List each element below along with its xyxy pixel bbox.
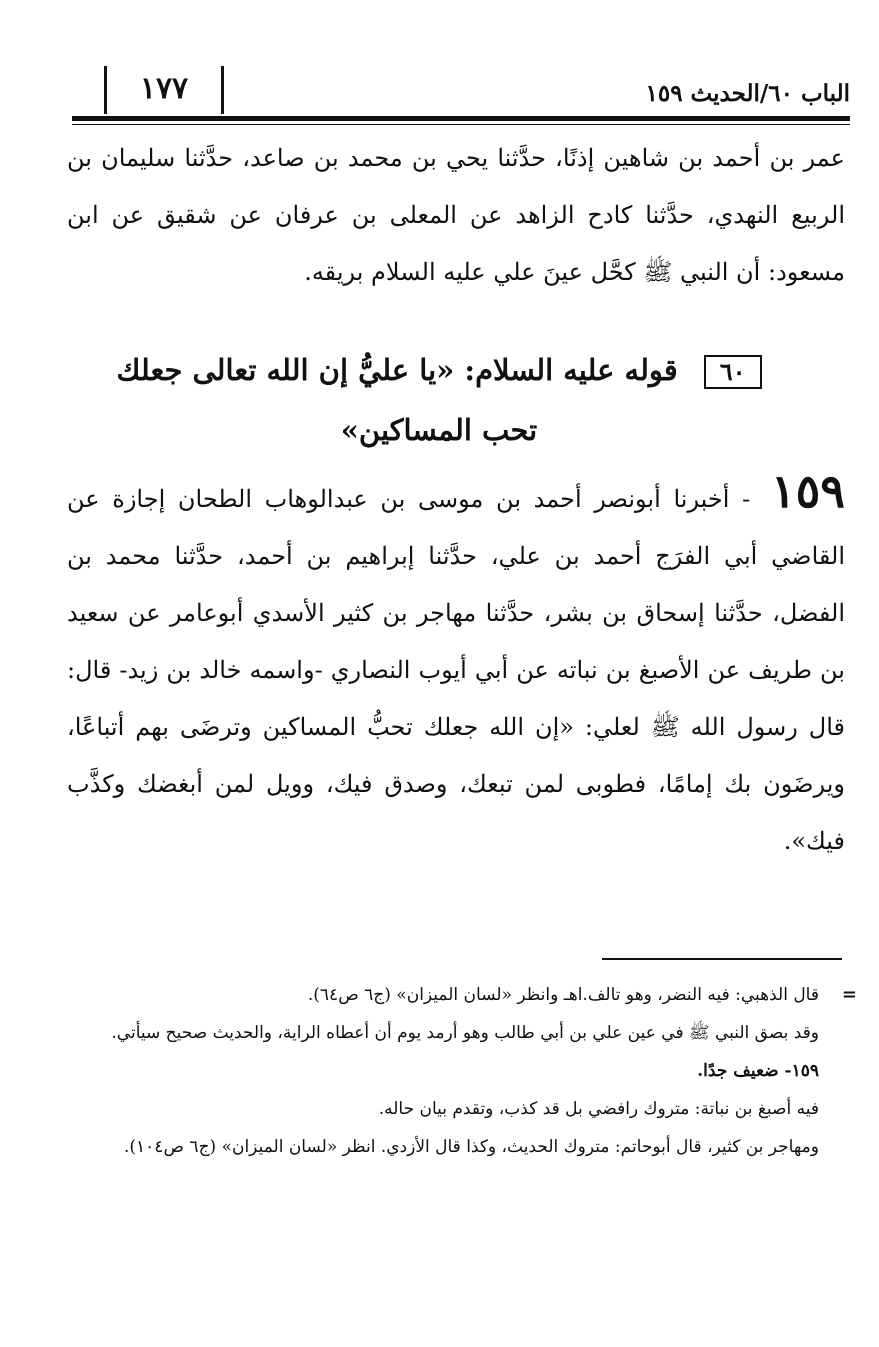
hadith-text: - أخبرنا أبونصر أحمد بن موسى بن عبدالوهاب الطحان إجازة عن القاضي أبي الفرَج أحمد بن علي، حدَّثنا إبراهيم بن أحمد، حدَّثنا محمد بن الفضل، حدَّثنا إسحاق بن بشر، حدَّثنا مهاجر بن كثير الأسدي أبوعامر عن سعيد بن طريف عن الأصبغ بن نباته عن أبي أيوب النصاري -واسمه خالد بن زيد- قال: قال رسول الله ﷺ لعلي: «إن الله جعلك تحبُّ المساكين وترضَى بهم أتباعًا، ويرضَون بك إمامًا، فطوبى لمن تبعك، وصدق فيك، وويل لمن أبغضك وكذَّب فيك». [67,485,845,855]
intro-paragraph: عمر بن أحمد بن شاهين إذنًا، حدَّثنا يحي بن محمد بن صاعد، حدَّثنا سليمان بن الربيع النهدي، حدَّثنا كادح الزاهد عن المعلى بن عرفان عن شقيق عن ابن مسعود: أن النبي ﷺ كحَّل عينَ علي عليه السلام بريقه. [67,144,845,286]
chapter-number: ٦٠ [704,355,762,389]
footnote-separator [602,958,842,960]
footnote-line: فيه أصبغ بن نباتة: متروك رافضي بل قد كذب، وتقدم بيان حاله. [378,1099,819,1119]
chapter-heading [89,340,789,460]
footnote-line: ومهاجر بن كثير، قال أبوحاتم: متروك الحديث، وكذا قال الأزدي. انظر «لسان الميزان» (ج٦ ص١٠٤). [124,1137,819,1157]
page-number: ١٧٧ [104,66,224,114]
footnotes [59,978,819,1168]
footnote-label: ١٥٩- ضعيف جدًا. [697,1061,819,1081]
footnote-continuation-mark: = [841,984,857,1005]
header-rule-thin [72,124,850,125]
chapter-title: قوله عليه السلام: «يا عليُّ إن الله تعالى جعلك تحب المساكين» [116,353,678,447]
footnote-line: وقد بصق النبي ﷺ في عين علي بن أبي طالب وهو أرمد يوم أن أعطاه الراية، والحديث صحيح سيأتي. [111,1023,819,1043]
hadith-paragraph [67,463,845,870]
page-header [72,58,850,122]
header-title: الباب ٦٠/الحديث ١٥٩ [645,80,850,107]
header-rule [72,116,850,121]
hadith-number: ١٥٩ [770,464,845,518]
footnote-line: قال الذهبي: فيه النضر، وهو تالف.اهـ وانظر «لسان الميزان» (ج٦ ص٦٤). [307,985,819,1005]
